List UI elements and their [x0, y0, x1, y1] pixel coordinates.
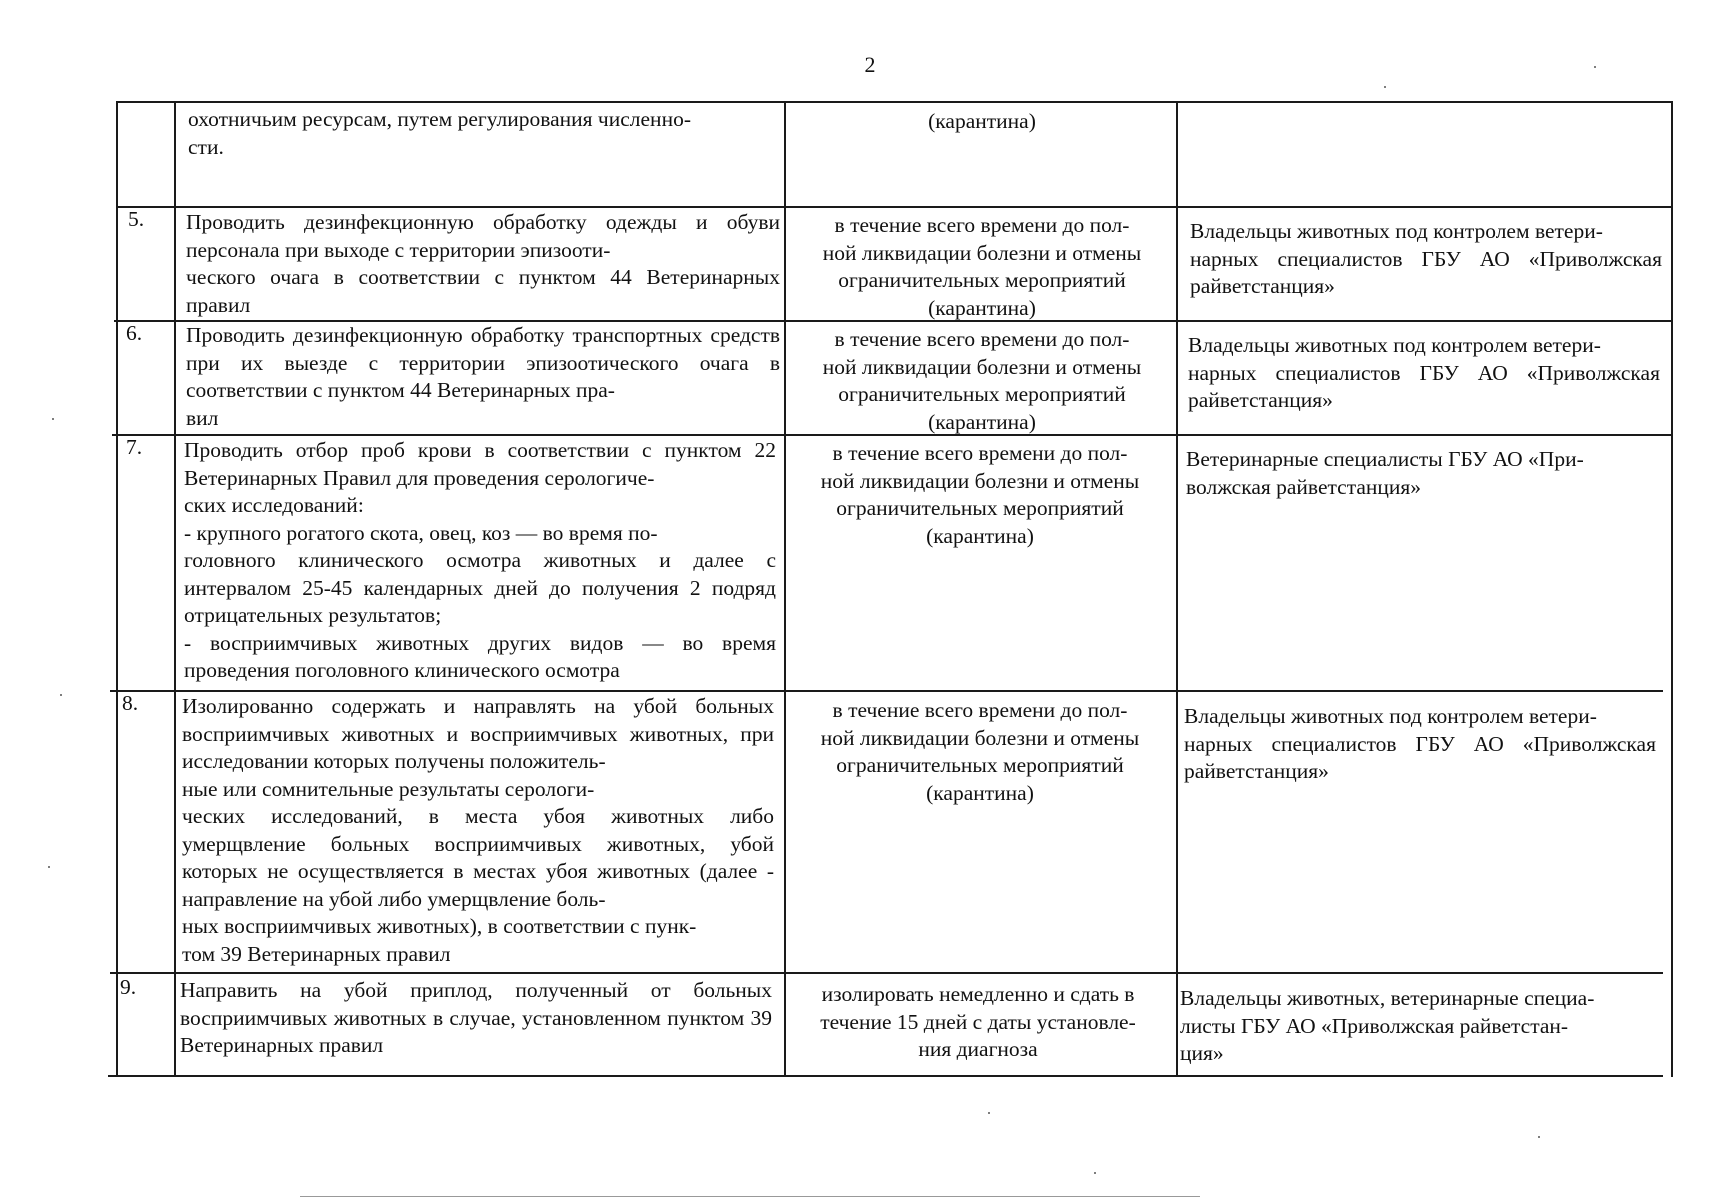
responsible-cell: Владельцы животных, ветеринарные специа- листы ГБУ АО «Приволжская райветстан- ция» [1180, 986, 1595, 1065]
term-cell: в течение всего времени до пол- ной ликвидации болезни и отмены ограничительных мероприятий (карантина) [820, 441, 1140, 548]
row-number: 7. [126, 435, 143, 459]
row-divider [116, 206, 1673, 208]
column-divider [1176, 101, 1178, 1077]
term-cell: в течение всего времени до пол- ной ликвидации болезни и отмены ограничительных мероприятий (карантина) [822, 327, 1142, 434]
scan-speck [1594, 66, 1596, 68]
responsible-cell: Владельцы животных под контролем ветери- нарных специалистов ГБУ АО «Приволжская райветстанция» [1188, 333, 1660, 412]
scan-speck [1538, 1136, 1540, 1138]
scan-speck [60, 694, 62, 696]
measure-cell: Изолированно содержать и направлять на убой больных восприимчивых животных и восприимчивых животных, при исследовании которых получены положитель- ные или сомнительные результаты серологи- ческих исследований, в места убоя животных либо умерщвление больных восприимчивых животных, убой которых не осуществляется в местах убоя животных (далее - направление на убой либо умерщвление боль- ных восприимчивых животных), в соответствии с пунк- том 39 Ветеринарных правил [182, 694, 774, 966]
term-cell: в течение всего времени до пол- ной ликвидации болезни и отмены ограничительных мероприятий (карантина) [820, 698, 1140, 805]
term-cell: изолировать немедленно и сдать в течение 15 дней с даты установле- ния диагноза [820, 982, 1136, 1061]
column-divider [116, 101, 118, 1077]
page-number: 2 [864, 52, 876, 77]
row-number: 9. [120, 975, 137, 999]
measure-cell: Проводить дезинфекционную обработку транспортных средств при их выезде с территории эпизоотического очага в соответствии с пунктом 44 Ветеринарных пра- вил [186, 323, 780, 430]
scan-speck [52, 418, 54, 420]
measure-cell: Проводить дезинфекционную обработку одежды и обуви персонала при выходе с территории эпизооти- ческого очага в соответствии с пунктом 44 Ветеринарных правил [186, 210, 780, 317]
measure-cell: Проводить отбор проб крови в соответствии с пунктом 22 Ветеринарных Правил для проведения серологиче- ских исследований: - крупного рогатого скота, овец, коз — во время по- головного клинического осмотра животных и далее с интервалом 25-45 календарных дней до получения 2 подряд отрицательных результатов; - восприимчивых животных других видов — во время проведения поголовного клинического осмотра [184, 438, 776, 682]
row-divider [110, 972, 1663, 974]
responsible-cell: Владельцы животных под контролем ветери- нарных специалистов ГБУ АО «Приволжская райветстанция» [1184, 704, 1656, 783]
row-number: 5. [128, 207, 145, 231]
scan-speck [988, 1112, 990, 1114]
responsible-cell: Ветеринарные специалисты ГБУ АО «При- волжская райветстанция» [1186, 447, 1584, 499]
row-divider [118, 101, 1673, 103]
scan-speck [1094, 1172, 1096, 1174]
column-divider [784, 101, 786, 1077]
scan-speck [1384, 86, 1386, 88]
column-divider [1671, 101, 1673, 1077]
measure-cell: охотничьим ресурсам, путем регулирования численно- сти. [188, 107, 691, 159]
row-number: 8. [122, 691, 139, 715]
term-cell: (карантина) [928, 109, 1036, 133]
column-divider [174, 101, 176, 1077]
scan-speck [48, 866, 50, 868]
responsible-cell: Владельцы животных под контролем ветери- нарных специалистов ГБУ АО «Приволжская райветстанция» [1190, 219, 1662, 298]
bottom-edge-rule [300, 1196, 1200, 1197]
row-divider [108, 1075, 1663, 1077]
term-cell: в течение всего времени до пол- ной ликвидации болезни и отмены ограничительных мероприятий (карантина) [822, 213, 1142, 320]
row-number: 6. [126, 321, 143, 345]
row-divider [110, 690, 1663, 692]
measure-cell: Направить на убой приплод, полученный от больных восприимчивых животных в случае, установленном пунктом 39 Ветеринарных правил [180, 978, 772, 1057]
